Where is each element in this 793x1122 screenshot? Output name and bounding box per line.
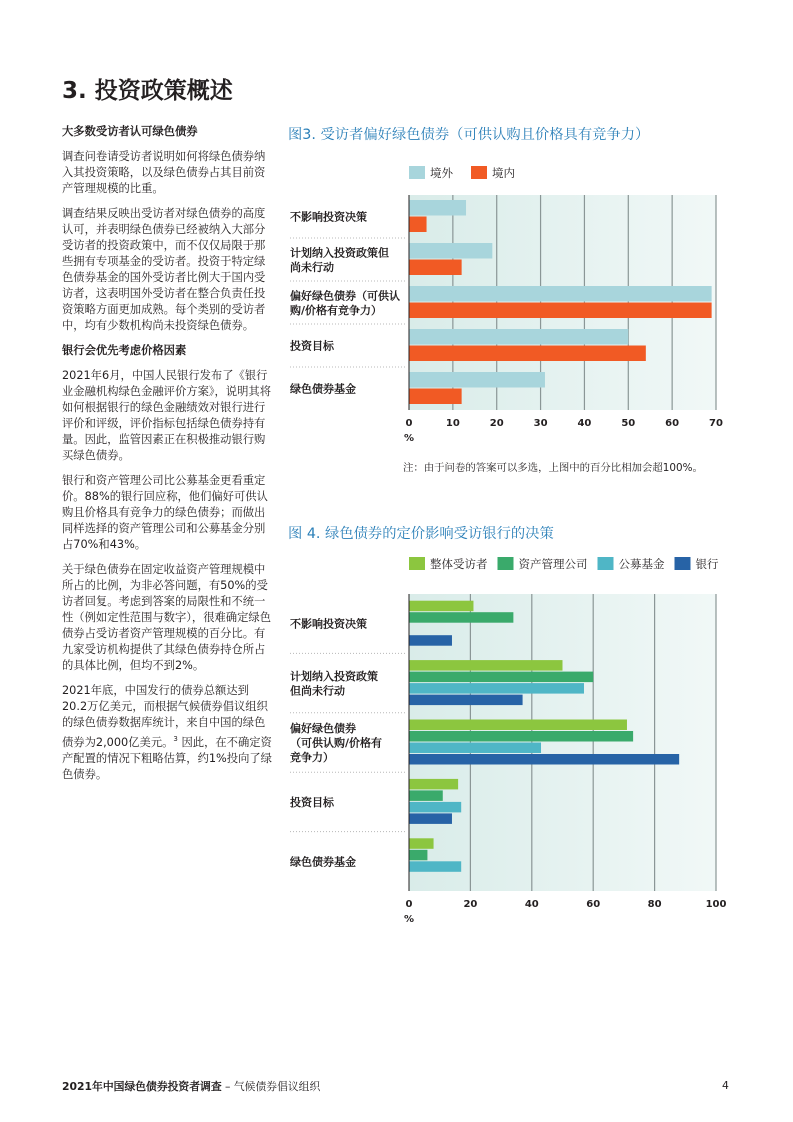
legend-swatch xyxy=(471,166,487,179)
category-label: 不影响投资决策 xyxy=(290,210,367,224)
x-axis-label: % xyxy=(404,914,415,925)
figure-3-chart xyxy=(280,152,740,452)
bar xyxy=(409,720,627,731)
x-tick-label: 40 xyxy=(524,899,539,910)
category-label: 偏好绿色债券 xyxy=(290,722,356,735)
page-title: 3. 投资政策概述 xyxy=(62,78,233,104)
x-tick-label: 70 xyxy=(709,418,723,429)
legend-label: 境内 xyxy=(492,166,515,180)
category-label: 购/价格有竞争力） xyxy=(290,303,383,317)
x-tick-label: 50 xyxy=(621,418,636,429)
bar xyxy=(409,200,466,216)
category-label: 绿色债券基金 xyxy=(290,855,356,869)
paragraph: 2021年6月，中国人民银行发布了《银行业金融机构绿色金融评价方案》，说明其将如何根据银行的绿色金融绩效对银行进行评价和评级，评价指标包括绿色债券持有量。因此，监管因素正在积极推动银行购买绿色债券。 xyxy=(62,369,271,462)
x-tick-label: 20 xyxy=(489,418,504,429)
category-label: 偏好绿色债券（可供认 xyxy=(290,289,400,303)
x-tick-label: 10 xyxy=(445,418,460,429)
bar xyxy=(409,695,523,706)
footer-org: 气候债券倡议组织 xyxy=(233,1080,321,1093)
bar xyxy=(409,731,633,742)
bar xyxy=(409,850,427,861)
bar xyxy=(409,683,584,694)
x-tick-label: 60 xyxy=(665,418,680,429)
legend-label: 公募基金 xyxy=(618,557,665,571)
section-heading-green-bonds: 大多数受访者认可绿色债券 xyxy=(62,125,198,138)
legend-label: 整体受访者 xyxy=(430,557,488,571)
paragraph: 银行和资产管理公司比公募基金更看重定价。88%的银行回应称，他们偏好可供认购且价格具有竞争力的绿色债券；而做出同样选择的资产管理公司和公募基金分别占70%和43%。 xyxy=(62,474,268,551)
bar xyxy=(409,243,492,259)
bar xyxy=(409,813,452,824)
bar xyxy=(409,389,462,405)
footer xyxy=(62,1079,320,1094)
bar xyxy=(409,790,443,801)
bar xyxy=(409,329,628,345)
legend-swatch xyxy=(409,166,425,179)
category-label: 但尚未行动 xyxy=(290,684,345,698)
legend-label: 境外 xyxy=(430,166,453,180)
bar xyxy=(409,601,473,612)
paragraph-text: 因此，在不确定资产配置的情况下粗略估算，约1%投向了绿色债券。 xyxy=(62,735,272,781)
bar xyxy=(409,660,563,671)
bar xyxy=(409,754,679,765)
bar xyxy=(409,346,646,362)
legend-swatch xyxy=(498,557,514,570)
bar xyxy=(409,372,545,388)
bar xyxy=(409,260,462,276)
footer-separator: – xyxy=(221,1080,234,1093)
paragraph-text: 2021年底，中国发行的债券总额达到20.2万亿美元，而根据气候债券倡议组织的绿色债券数据库统计，来自中国的绿色债券为2,000亿美元。 xyxy=(62,684,268,749)
footnote-ref: 3 xyxy=(173,735,178,743)
bar xyxy=(409,303,712,319)
body-text-column xyxy=(62,124,274,792)
page-number: 4 xyxy=(722,1079,729,1092)
category-label: （可供认购/价格有 xyxy=(290,736,383,750)
figure-3-title: 图3. 受访者偏好绿色债券（可供认购且价格具有竞争力） xyxy=(288,127,650,143)
legend-swatch xyxy=(598,557,614,570)
figure-4-chart xyxy=(280,548,740,938)
category-label: 投资目标 xyxy=(290,339,334,353)
legend-swatch xyxy=(409,557,425,570)
category-label: 投资目标 xyxy=(290,795,334,809)
x-tick-label: 80 xyxy=(647,899,662,910)
legend-label: 资产管理公司 xyxy=(518,557,588,571)
paragraph xyxy=(62,683,274,783)
section-heading-pricing: 银行会优先考虑价格因素 xyxy=(62,344,187,357)
legend-label: 银行 xyxy=(695,557,719,571)
x-tick-label: 30 xyxy=(533,418,548,429)
paragraph: 调查结果反映出受访者对绿色债券的高度认可，并表明绿色债券已经被纳入大部分受访者的投资政策中，而不仅仅局限于那些拥有专项基金的受访者。投资于特定绿色债券基金的国外受访者比例大于国内受访者，这表明国外受访者在整合负责任投资策略方面更加成熟。每个类别的受访者中，均有少数机构尚未投资绿色债券。 xyxy=(62,207,266,332)
x-tick-label: 60 xyxy=(586,899,601,910)
bar xyxy=(409,286,712,302)
category-label: 尚未行动 xyxy=(290,260,334,274)
bar xyxy=(409,217,427,233)
footer-report-title: 2021年中国绿色债券投资者调查 xyxy=(62,1080,222,1093)
x-tick-label: 100 xyxy=(705,899,727,910)
category-label: 绿色债券基金 xyxy=(290,382,356,396)
figure-3-note: 注：由于问卷的答案可以多选，上图中的百分比相加会超100%。 xyxy=(403,462,703,474)
bar xyxy=(409,802,461,813)
x-tick-label: 0 xyxy=(405,418,413,429)
category-label: 竞争力） xyxy=(290,751,334,764)
legend-swatch xyxy=(675,557,691,570)
x-tick-label: 20 xyxy=(463,899,478,910)
bar xyxy=(409,672,593,683)
paragraph: 关于绿色债券在固定收益资产管理规模中所占的比例，为非必答问题，有50%的受访者回复。考虑到答案的局限性和不统一性（例如定性范围与数字），很难确定绿色债券占受访者资产管理规模的百分比。有九家受访机构提供了其绿色债券持仓所占的具体比例，但均不到2%。 xyxy=(62,563,271,672)
paragraph: 调查问卷请受访者说明如何将绿色债券纳入其投资策略，以及绿色债券占其目前资产管理规模的比重。 xyxy=(62,150,266,195)
x-tick-label: 40 xyxy=(577,418,592,429)
x-tick-label: 0 xyxy=(405,899,413,910)
bar xyxy=(409,743,541,754)
x-axis-label: % xyxy=(404,433,415,444)
category-label: 计划纳入投资政策 xyxy=(290,669,378,683)
category-label: 不影响投资决策 xyxy=(290,617,367,631)
figure-4-title: 图 4. 绿色债券的定价影响受访银行的决策 xyxy=(288,526,554,542)
bar xyxy=(409,861,461,872)
category-label: 计划纳入投资政策但 xyxy=(290,246,389,260)
bar xyxy=(409,612,513,623)
bar xyxy=(409,838,434,849)
bar xyxy=(409,779,458,790)
bar xyxy=(409,635,452,646)
